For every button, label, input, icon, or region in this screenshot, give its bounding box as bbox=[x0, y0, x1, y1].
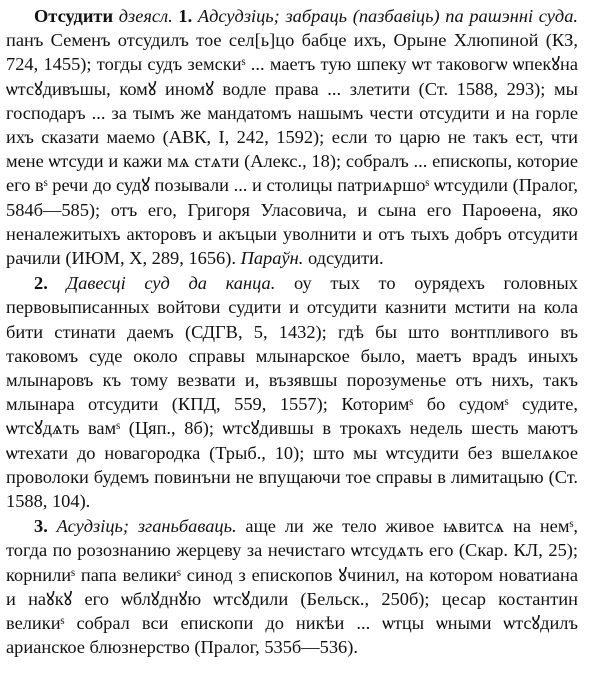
sense-citations: аще ли же тело живое ѩвитсѧ на немˢ, тогда по розознанию жерцеву за нечистаго ѡтсудѧть его (Скар. КЛ, 25); корнилиˢ папа великиˢ синод з епископов ꙋчинил, на котором новатиана и наꙋкꙋ его ѡблꙋднꙋю ѡтсꙋдили (Бельск., 250б); цесар костантин великиˢ собрал вси епископи до никѣи ... ѡтцы ѡными ѡтсꙋдилъ арианское блюзнерство (Пралог, 535б—536). bbox=[6, 516, 578, 658]
sense-number: 2. bbox=[34, 273, 48, 294]
compare-reference: одсудити. bbox=[307, 248, 384, 269]
sense-1 bbox=[6, 4, 578, 270]
part-of-speech: дзеясл. bbox=[118, 6, 173, 26]
sense-gloss: Адсудзіць; забраць (пазбавіць) па рашэнні суда. bbox=[197, 6, 578, 26]
sense-2 bbox=[6, 271, 578, 513]
headword: Отсудити bbox=[34, 6, 114, 26]
sense-citations: панъ Семенъ отсудилъ тое сел[ь]цо бабце ихъ, Орыне Хлюпиной (КЗ, 724, 1455); тогды судъ земскиˢ ... маетъ тую шпеку ѡт таковогѡ ѡпекꙋна ѡтсꙋдивъшы, комꙋ иномꙋ водле права ... злетити (Ст. 1588, 293); мы господаръ ... за тымъ же мандатомъ нашымъ чести отсудити и на горле ихъ сказати маемо (АВК, I, 242, 1592); если то царю не такъ ест, чти мене ѡтсуди и кажи мѧ стѧти (Алекс., 18); собралъ ... епископы, которие его вˢ речи до судꙋ позывали ... и столицы патриѧршоˢ ѡтсудили (Пралог, 584б—585); отъ его, Григоря Уласовича, и сына его Пароѳена, яко неналежитыхъ акторовъ и акъцыи уволнити и отъ тыхъ добръ отсудити рачили (ИЮМ, X, 289, 1656). bbox=[6, 30, 578, 269]
sense-gloss: Давесці суд да канца. bbox=[66, 273, 276, 294]
compare-label: Параўн. bbox=[240, 248, 304, 269]
sense-number: 3. bbox=[34, 516, 48, 537]
sense-3 bbox=[6, 514, 578, 659]
sense-number: 1. bbox=[178, 6, 193, 26]
sense-citations: оу тых то оурядехъ головных первовыписанных войтови судити и отсудити казнити мстити на кола бити стинати даемъ (СДГВ, 5, 1432); гдѣ бы што вонтпливого въ таковомъ суде около справы млынарское было, маетъ врадъ иныхъ млынаровъ къ тому везвати и, възявшы порозуменье отъ нихъ, такъ млынара отсудити (КПД, 559, 1557); Которимˢ бо судомˢ судите, ѡтсꙋдѧть вамˢ (Цяп., 8б); ѡтсꙋдившы в трокахъ недель шесть маютъ ѡтехати до новагородка (Трыб., 10); што мы ѡтсудити без вшелѧкое проволоки будемъ повинъни не впущаючи тое справы в лимитацыю (Ст. 1588, 104). bbox=[6, 273, 578, 512]
sense-gloss: Асудзіць; зганьбаваць. bbox=[56, 516, 237, 537]
